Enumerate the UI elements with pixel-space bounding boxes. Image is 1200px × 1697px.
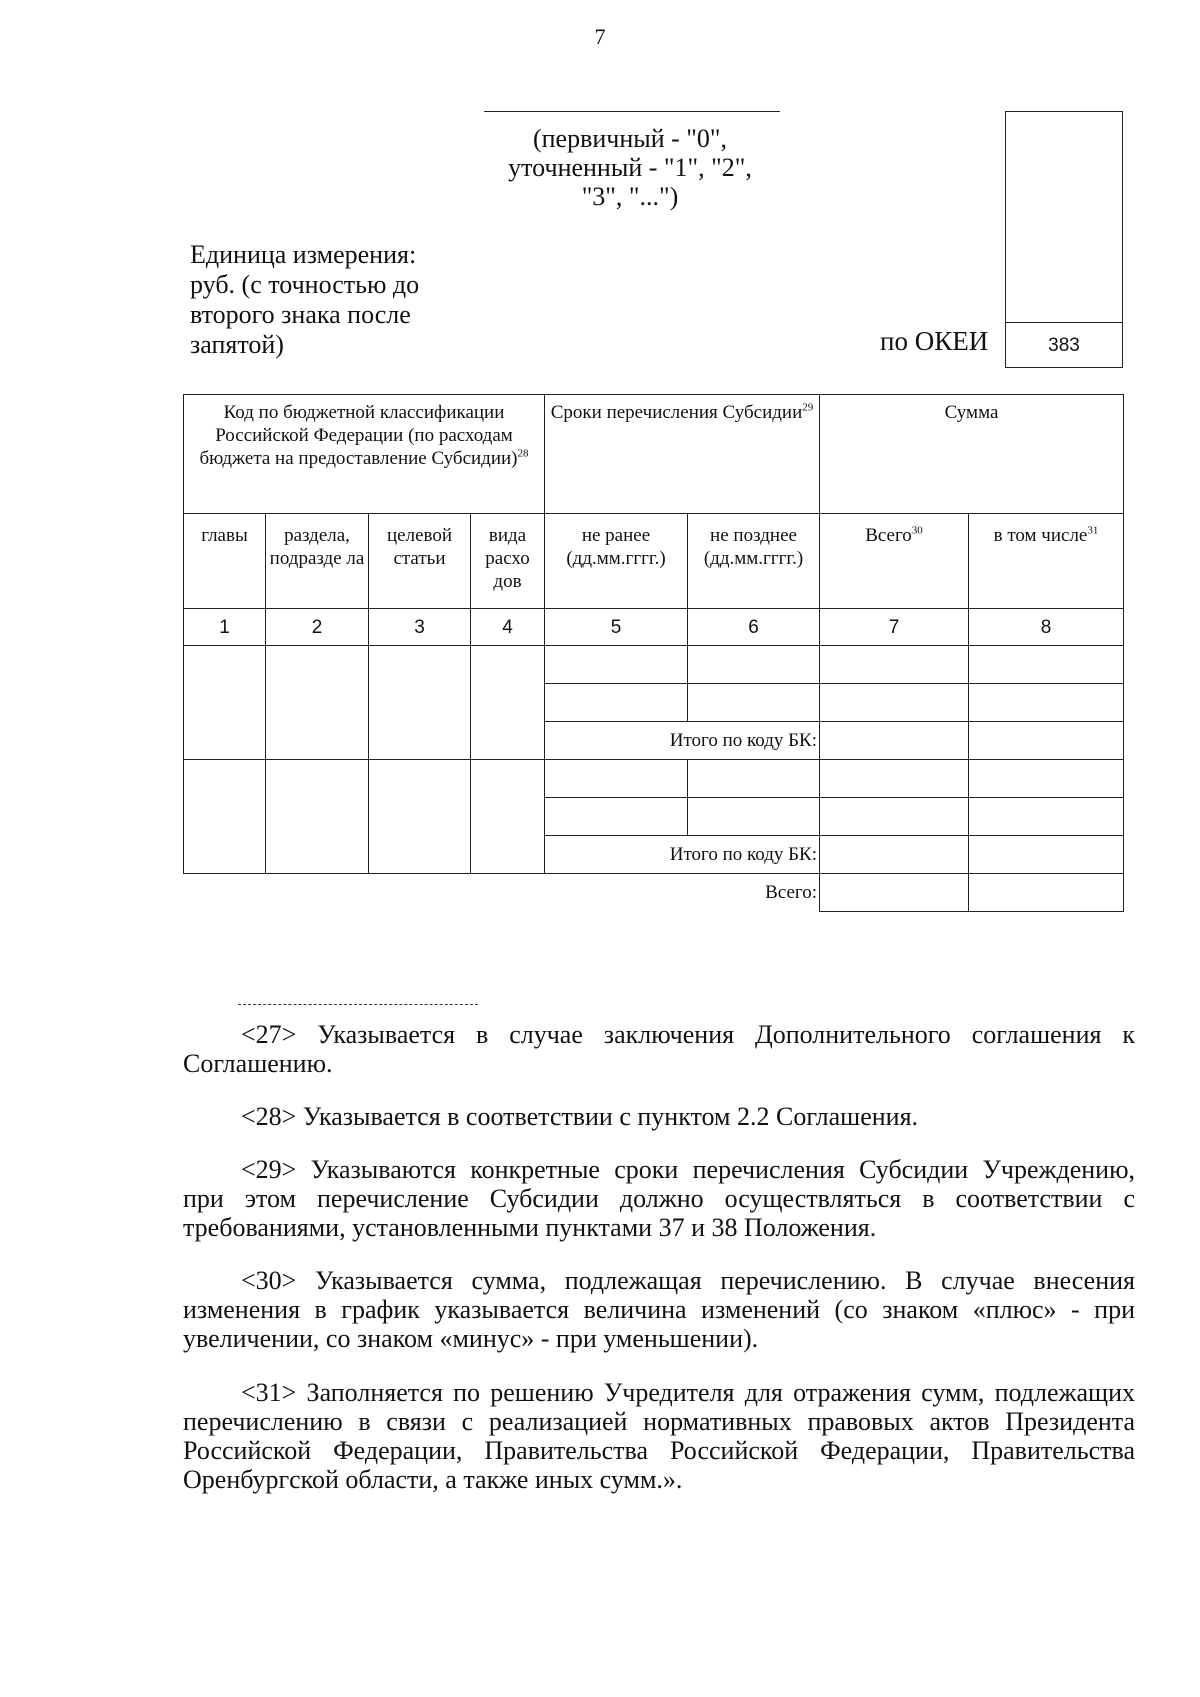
cell-subtotal-total[interactable] <box>820 836 969 874</box>
cell-including[interactable] <box>969 798 1124 836</box>
footnote-31: <31> Заполняется по решению Учредителя для отражения сумм, подлежащих перечислению в связи с реализацией нормативных правовых актов Президента Российской Федерации, Правительства Российской Федерации, Правительства Оренбургской области, а также иных сумм.». <box>183 1378 1135 1494</box>
cell-not-later[interactable] <box>688 646 820 684</box>
payment-schedule-table <box>183 394 1124 912</box>
subtotal-label: Итого по коду БК: <box>545 836 820 874</box>
cell-including[interactable] <box>969 684 1124 722</box>
cell-not-later[interactable] <box>688 684 820 722</box>
version-field-line <box>484 111 780 112</box>
header-total: Всего$^{30}$ <box>820 514 969 609</box>
cell-target-item[interactable] <box>369 646 471 760</box>
cell-total[interactable] <box>820 646 969 684</box>
footnote-divider <box>238 1004 478 1005</box>
column-number: 7 <box>820 609 969 646</box>
column-number: 6 <box>688 609 820 646</box>
version-note-line-2: уточненный - "1", "2", <box>508 153 752 182</box>
cell-section[interactable] <box>266 760 369 874</box>
header-chapter: главы <box>184 514 266 609</box>
cell-including[interactable] <box>969 760 1124 798</box>
column-number: 8 <box>969 609 1124 646</box>
header-sum: Сумма <box>820 395 1124 514</box>
footnote-30: <30> Указывается сумма, подлежащая перечислению. В случае внесения изменения в график указывается величина изменений (со знаком «плюс» - при увеличении, со знаком «минус» - при уменьшении). <box>183 1266 1135 1353</box>
cell-chapter[interactable] <box>184 646 266 760</box>
cell-grand-total[interactable] <box>820 874 969 912</box>
unit-of-measure <box>190 240 490 360</box>
header-not-earlier: не ранее (дд.мм.гггг.) <box>545 514 688 609</box>
cell-including[interactable] <box>969 646 1124 684</box>
cell-target-item[interactable] <box>369 760 471 874</box>
header-not-later: не позднее (дд.мм.гггг.) <box>688 514 820 609</box>
cell-total[interactable] <box>820 760 969 798</box>
footnote-29: <29> Указываются конкретные сроки перечисления Субсидии Учреждению, при этом перечисление Субсидии должно осуществляться в соответствии с требованиями, установленными пунктами 37 и 38 Положения. <box>183 1155 1135 1242</box>
table-row <box>184 646 1124 684</box>
cell-subtotal-including[interactable] <box>969 722 1124 760</box>
unit-line-2: руб. (с точностью до <box>190 270 420 299</box>
grand-total-row <box>184 874 1124 912</box>
cell-expense-type[interactable] <box>471 760 545 874</box>
header-target-item: целевой статьи <box>369 514 471 609</box>
header-expense-type: вида расхо дов <box>471 514 545 609</box>
cell-not-later[interactable] <box>688 760 820 798</box>
footnote-28: <28> Указывается в соответствии с пунктом 2.2 Соглашения. <box>241 1102 919 1131</box>
cell-subtotal-including[interactable] <box>969 836 1124 874</box>
column-number: 5 <box>545 609 688 646</box>
header-including: в том числе$^{31}$ <box>969 514 1124 609</box>
cell-expense-type[interactable] <box>471 646 545 760</box>
cell-total[interactable] <box>820 684 969 722</box>
cell-subtotal-total[interactable] <box>820 722 969 760</box>
version-note-line-1: (первичный - "0", <box>532 124 728 153</box>
unit-line-3: второго знака после <box>190 300 411 329</box>
column-number: 1 <box>184 609 266 646</box>
page-number: 7 <box>594 24 606 49</box>
okei-label: по ОКЕИ <box>880 326 989 356</box>
column-number: 3 <box>369 609 471 646</box>
header-section: раздела, подразде ла <box>266 514 369 609</box>
header-payment-terms: Сроки перечисления Субсидии$^{29}$ <box>545 395 820 514</box>
version-note-line-3: "3", "...") <box>581 182 679 211</box>
footnote-27: <27> Указывается в случае заключения Дополнительного соглашения к Соглашению. <box>183 1020 1135 1078</box>
cell-not-earlier[interactable] <box>545 646 688 684</box>
cell-section[interactable] <box>266 646 369 760</box>
unit-line-1: Единица измерения: <box>190 240 417 269</box>
column-number: 4 <box>471 609 545 646</box>
table-row <box>184 760 1124 798</box>
version-note <box>470 124 790 211</box>
cell-not-earlier[interactable] <box>545 684 688 722</box>
cell-chapter[interactable] <box>184 760 266 874</box>
grand-total-label: Всего: <box>184 874 820 912</box>
column-number: 2 <box>266 609 369 646</box>
okei-code: 383 <box>1005 322 1123 368</box>
cell-not-earlier[interactable] <box>545 798 688 836</box>
unit-line-4: запятой) <box>190 330 284 359</box>
cell-total[interactable] <box>820 798 969 836</box>
cell-not-later[interactable] <box>688 798 820 836</box>
cell-not-earlier[interactable] <box>545 760 688 798</box>
cell-grand-including[interactable] <box>969 874 1124 912</box>
subtotal-label: Итого по коду БК: <box>545 722 820 760</box>
header-bk-code: Код по бюджетной классификации Российской Федерации (по расходам бюджета на предоставление Субсидии)$^{28}$ <box>184 395 545 514</box>
